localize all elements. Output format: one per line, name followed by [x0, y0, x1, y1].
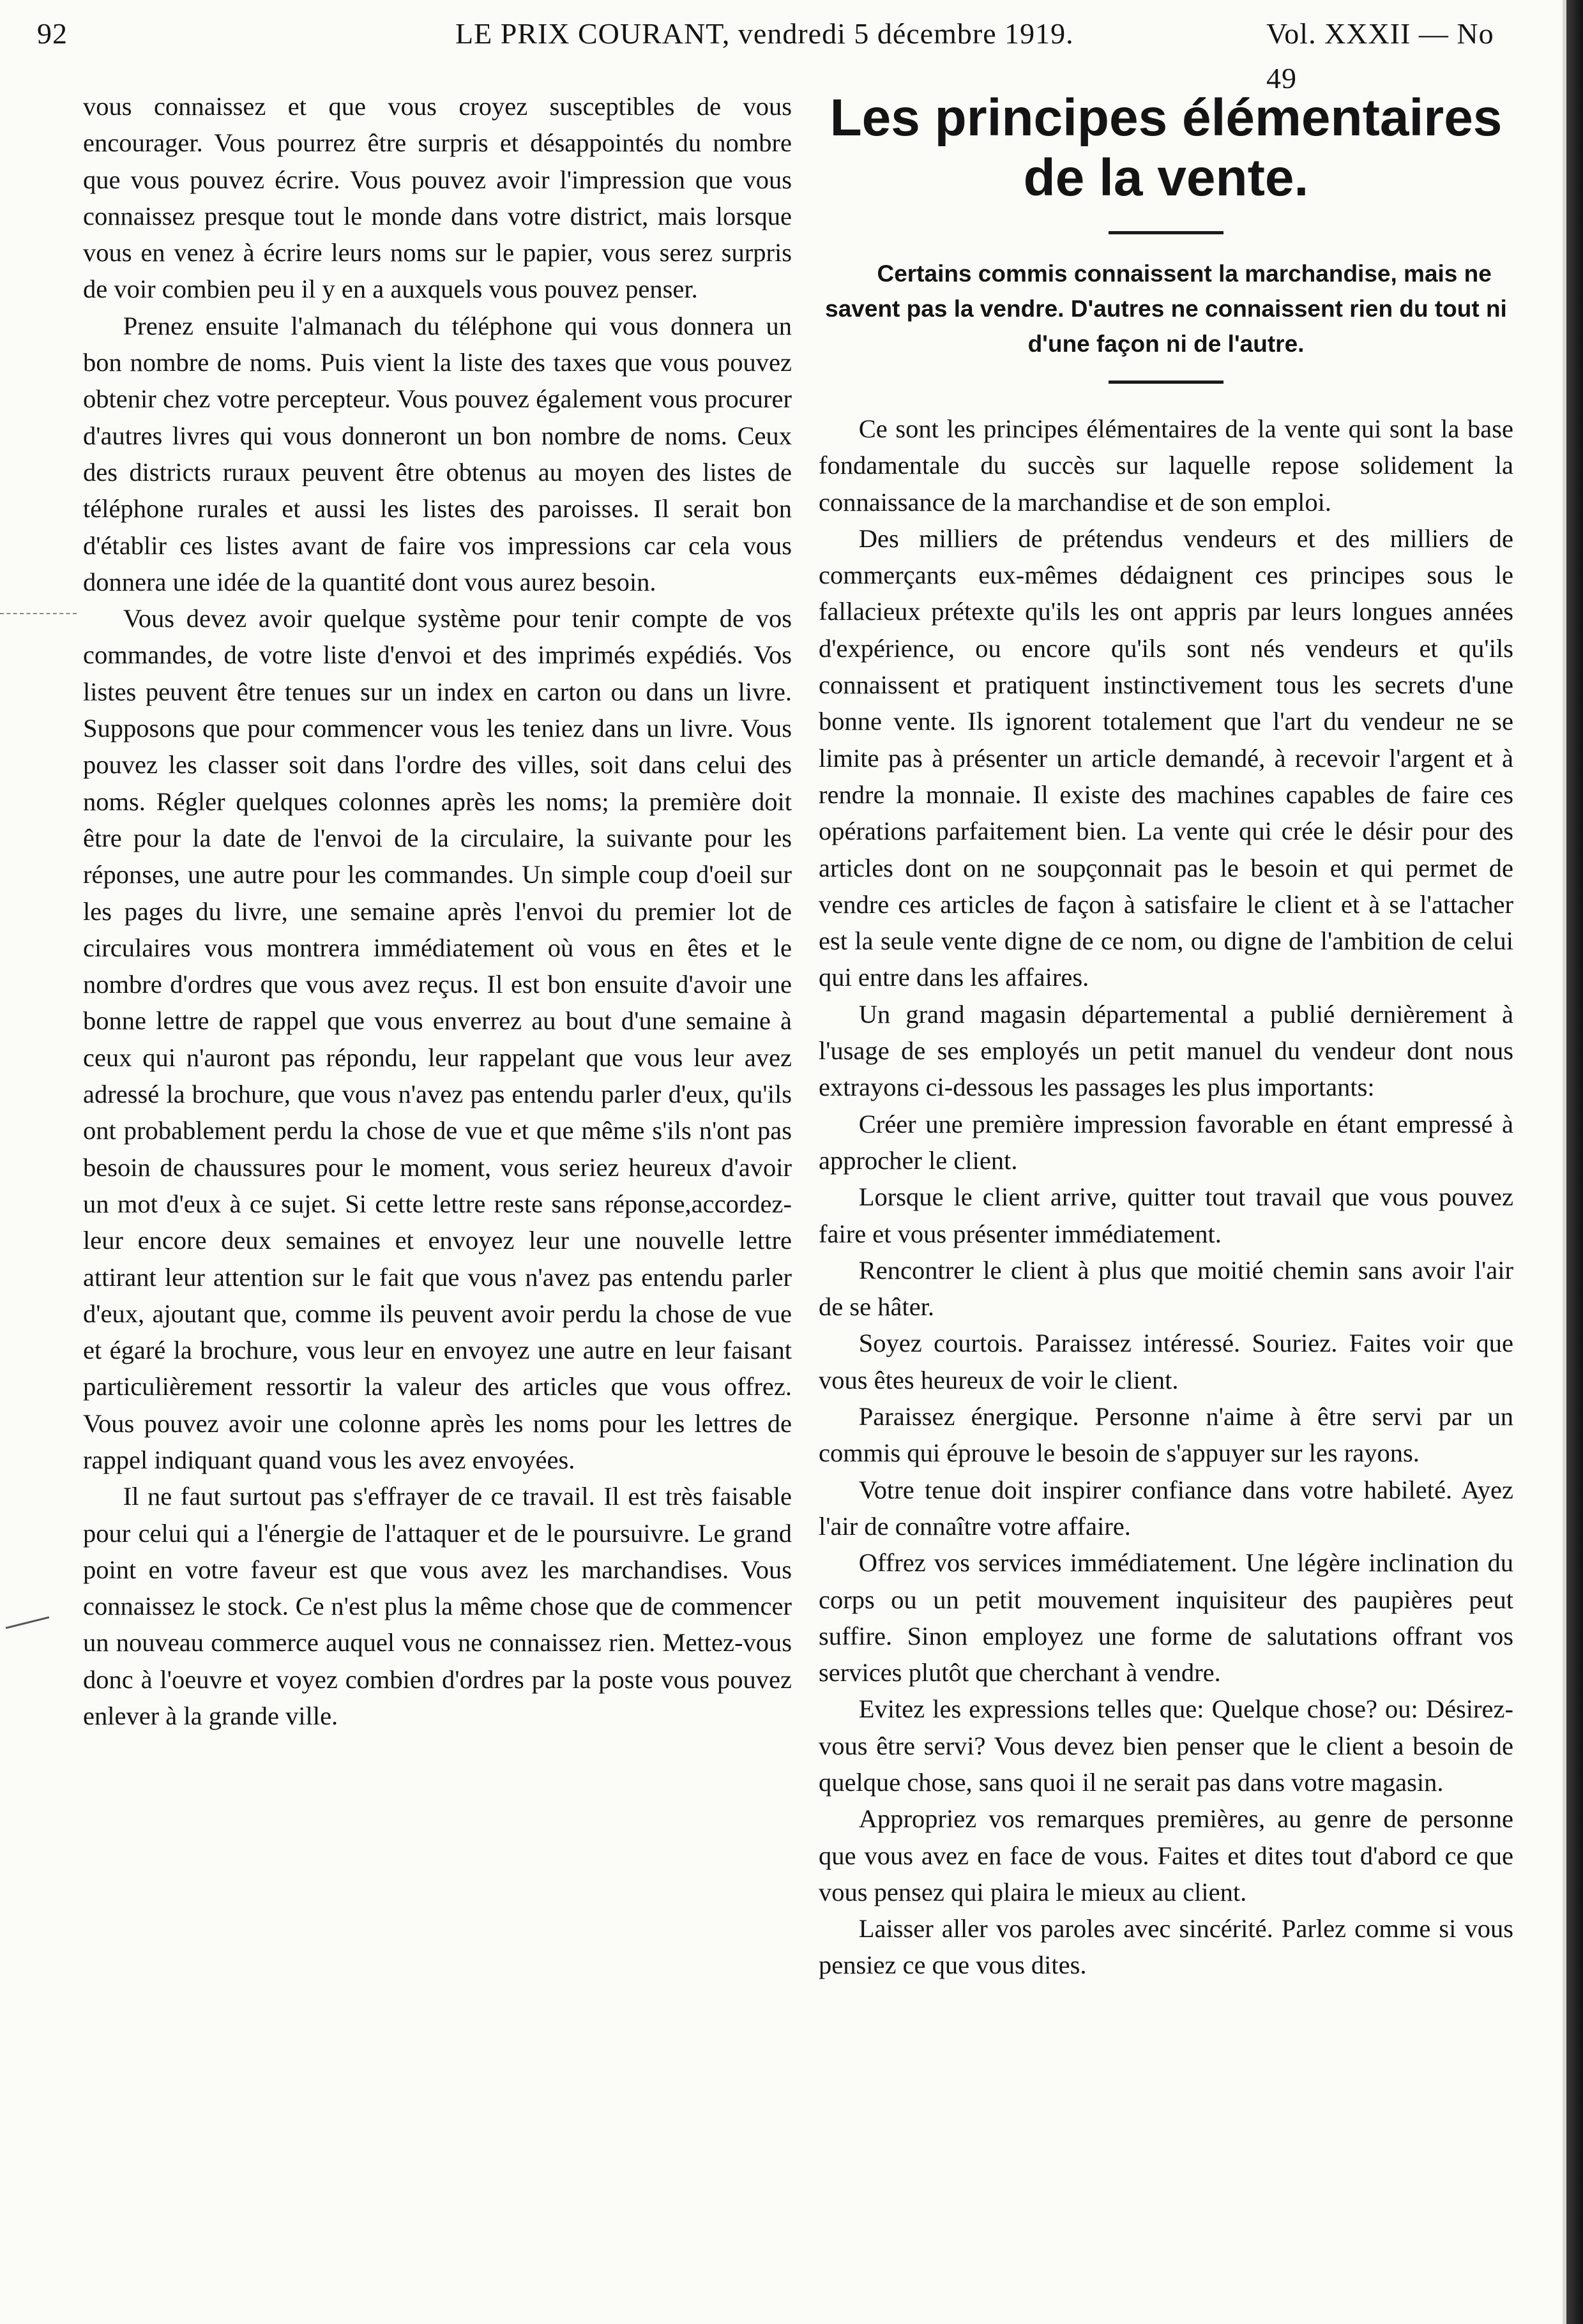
paragraph: Appropriez vos remarques premières, au genre de personne que vous avez en face de vous. Faites et dites tout d'abord ce que vous pensez qui plaira le mieux au client. — [819, 1804, 1513, 1906]
page-header — [37, 11, 1506, 94]
paragraph: Votre tenue doit inspirer confiance dans votre habileté. Ayez l'air de connaître votre affaire. — [819, 1475, 1513, 1541]
page-binding-edge — [1566, 0, 1583, 2324]
paragraph: Ce sont les principes élémentaires de la vente qui sont la base fondamentale du succès sur laquelle repose solidement la connaissance de la marchandise et de son emploi. — [819, 414, 1513, 517]
paragraph: Un grand magasin départemental a publié dernièrement à l'usage de ses employés un petit manuel du vendeur dont nous extrayons ci-dessous les passages les plus importants: — [819, 999, 1513, 1102]
paragraph: Offrez vos services immédiatement. Une légère inclination du corps ou un petit mouvement inquisiteur des paupières peut suffire. Sinon employez une forme de salutations offrant vos services plutôt que cherchant à vendre. — [819, 1548, 1513, 1687]
article-title-line-1: Les principes élémentaires — [829, 89, 1503, 147]
paragraph: Des milliers de prétendus vendeurs et des milliers de commerçants eux-mêmes dédaignent ces principes sous le fallacieux prétexte qu'ils les ont appris par leurs longues années d'expérience, ou encore qu'ils sont nés vendeurs et qu'ils connaissent et pratiquent instinctivement tous les secrets d'une bonne vente. Ils ignorent totalement que l'art du vendeur ne se limite pas à présenter un article demandé, à recevoir l'argent et à rendre la monnaie. Il existe des machines capables de faire ces opérations parfaitement bien. La vente qui crée le désir pour des articles dont on ne soupçonnait pas le besoin et qui permet de vendre ces articles de façon à satisfaire le client et à se l'attacher est la seule vente digne de ce nom, ou digne de l'ambition de celui qui entre dans les affaires. — [819, 524, 1513, 992]
paragraph: Prenez ensuite l'almanach du téléphone qui vous donnera un bon nombre de noms. Puis vient la liste des taxes que vous pouvez obtenir chez votre percepteur. Vous pouvez également vous procurer d'autres livres qui vous donneront un bon nombre de noms. Ceux des districts ruraux peuvent être obtenus au moyen des listes de téléphone rurales et aussi les listes des paroisses. Il serait bon d'établir ces listes avant de faire vos impressions car cela vous donnera une idée de la quantité dont vous aurez besoin. — [83, 311, 792, 596]
paragraph: Il ne faut surtout pas s'effrayer de ce travail. Il est très faisable pour celui qui a l'énergie de l'attaquer et de le poursuivre. Le grand point en votre faveur est que vous avez les marchandises. Vous connaissez le stock. Ce n'est plus la même chose que de commencer un nouveau commerce auquel vous ne connaissez rien. Mettez-vous donc à l'oeuvre et voyez combien d'ordres par la poste vous pouvez enlever à la grande ville. — [83, 1482, 792, 1731]
paragraph: Créer une première impression favorable en étant empressé à approcher le client. — [819, 1109, 1513, 1175]
paragraph: vous connaissez et que vous croyez susceptibles de vous encourager. Vous pourrez être surpris et désappointés du nombre que vous pouvez écrire. Vous pouvez avoir l'impression que vous connaissez presque tout le monde dans votre district, mais lorsque vous en venez à écrire leurs noms sur le papier, vous serez surpris de voir combien peu il y en a auxquels vous pouvez penser. — [83, 92, 792, 304]
paragraph: Paraissez énergique. Personne n'aime à être servi par un commis qui éprouve le besoin de s'appuyer sur les rayons. — [819, 1402, 1513, 1468]
article-title — [819, 88, 1513, 208]
page-number: 92 — [37, 17, 68, 50]
article-deck: Certains commis connaissent la marchandise, mais ne savent pas la vendre. D'autres ne connaissent rien du tout ni d'une façon ni de l'autre. — [825, 260, 1507, 357]
paragraph: Lorsque le client arrive, quitter tout travail que vous pouvez faire et vous présenter immédiatement. — [819, 1182, 1513, 1248]
paragraph: Vous devez avoir quelque système pour tenir compte de vos commandes, de votre liste d'envoi et des imprimés expédiés. Vos listes peuvent être tenues sur un index en carton ou dans un livre. Supposons que pour commencer vous les teniez dans un livre. Vous pouvez les classer soit dans l'ordre des villes, soit dans celui des noms. Régler quelques colonnes après les noms; la première doit être pour la date de l'envoi de la circulaire, la suivante pour les réponses, une autre pour les commandes. Un simple coup d'oeil sur les pages du livre, une semaine après l'envoi du premier lot de circulaires vous montrera immédiatement où vous en êtes et le nombre d'ordres que vous avez reçus. Il est bon ensuite d'avoir une bonne lettre de rappel que vous enverrez au bout d'une semaine à ceux qui n'auront pas répondu, leur rappelant que vous leur avez adressé la brochure, que vous n'avez pas entendu parler d'eux, qu'ils ont probablement perdu la chose de vue et que même s'ils n'ont pas besoin de chaussures pour le moment, vous seriez heureux d'avoir un mot d'eux à ce sujet. Si cette lettre reste sans réponse,accordez-leur encore deux semaines et envoyez leur une nouvelle lettre attirant leur attention sur le fait que vous n'avez pas entendu parler d'eux, ajoutant que, comme ils peuvent avoir perdu la chose de vue et égaré la brochure, vous leur en envoyez une autre en leur faisant particulièrement ressortir la valeur des articles que vous offrez. Vous pouvez avoir une colonne après les noms pour les lettres de rappel indiquant quand vous les avez envoyées. — [83, 604, 792, 1474]
article-column — [819, 88, 1513, 1984]
article-title-line-2: de la vente. — [1023, 149, 1309, 207]
paragraph: Evitez les expressions telles que: Quelque chose? ou: Désirez-vous être servi? Vous devez bien penser que le client a besoin de quelque chose, sans quoi il ne serait pas dans votre magasin. — [819, 1694, 1513, 1797]
paragraph: Rencontrer le client à plus que moitié chemin sans avoir l'air de se hâter. — [819, 1255, 1513, 1322]
deck-divider — [1109, 381, 1223, 384]
stray-dash-mark — [0, 613, 77, 614]
title-divider — [1109, 231, 1223, 234]
paragraph: Laisser aller vos paroles avec sincérité. Parlez comme si vous pensiez ce que vous dites. — [819, 1914, 1513, 1980]
stray-ink-mark — [6, 1617, 50, 1629]
left-column — [83, 88, 792, 1734]
masthead: LE PRIX COURANT, vendredi 5 décembre 1919. — [455, 17, 1074, 50]
paragraph: Soyez courtois. Paraissez intéressé. Souriez. Faites voir que vous êtes heureux de voir le client. — [819, 1329, 1513, 1394]
volume-number: Vol. XXXII — No 49 — [1266, 17, 1494, 94]
